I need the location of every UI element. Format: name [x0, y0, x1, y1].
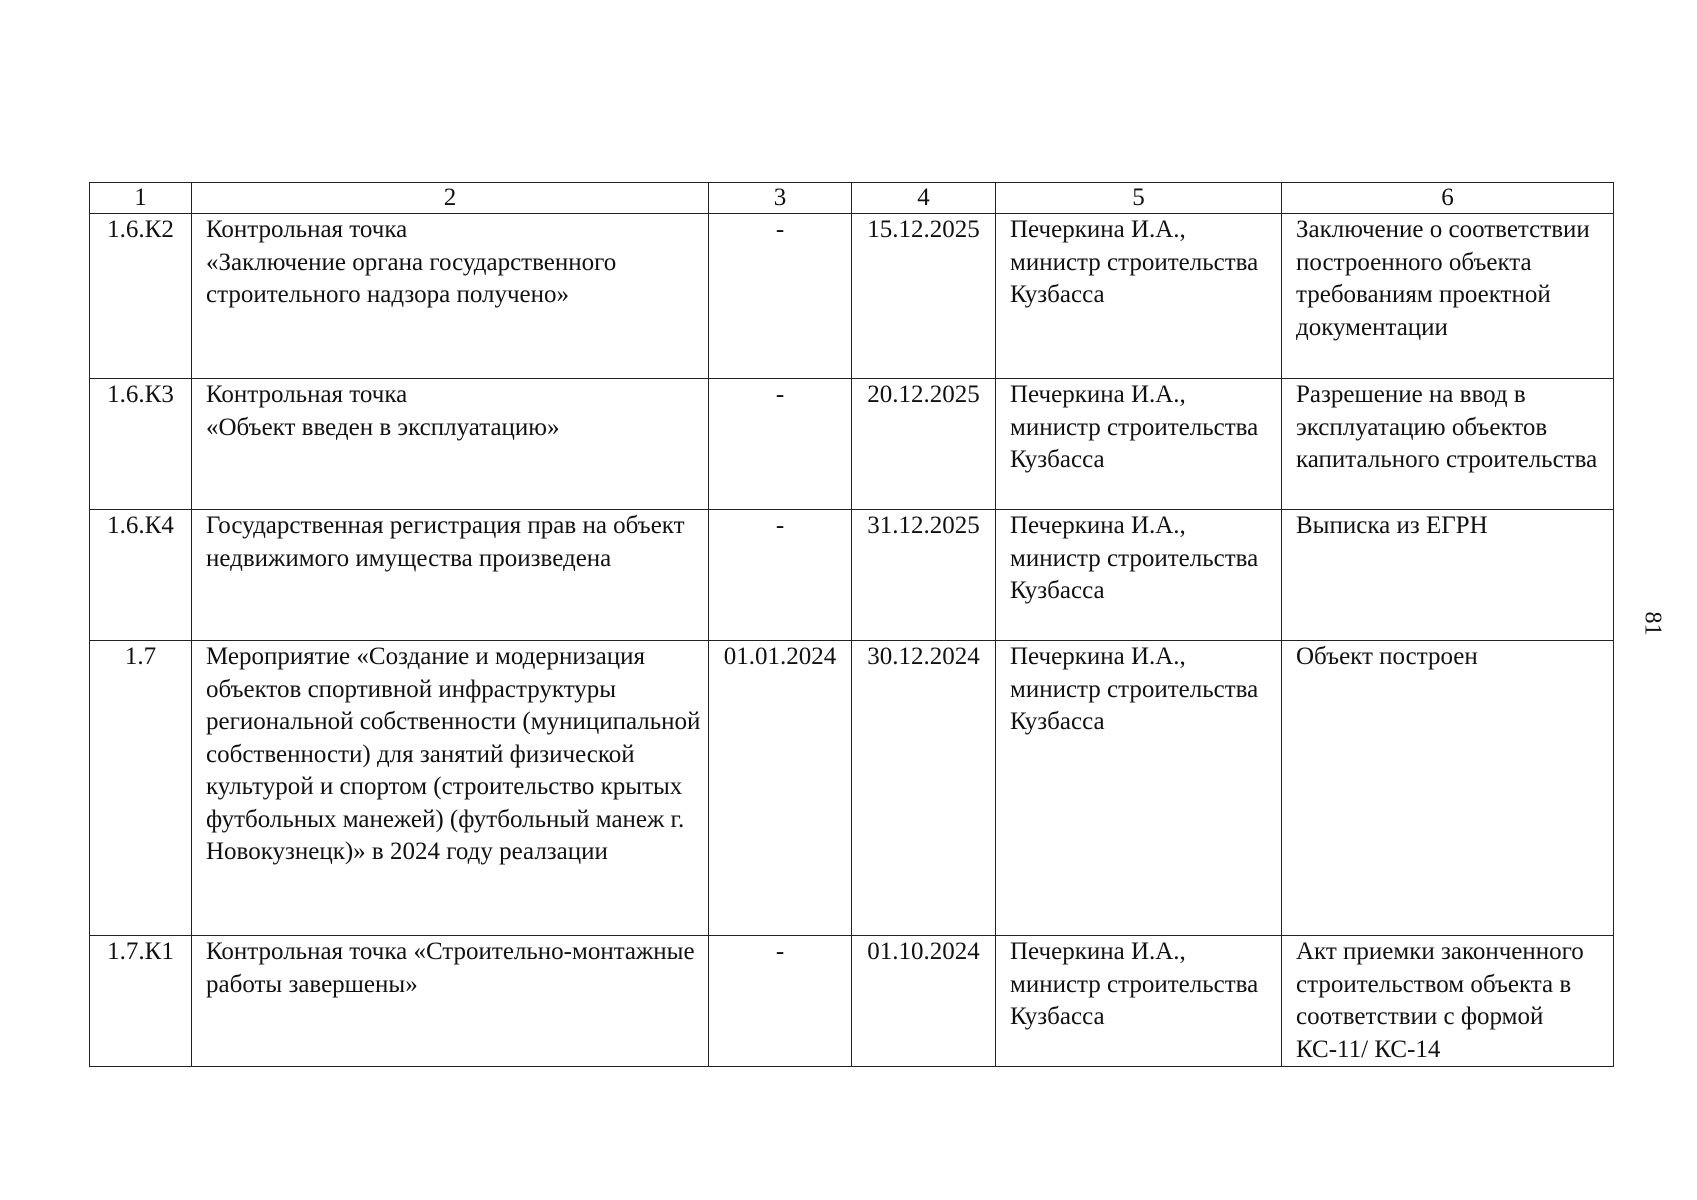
end-date-cell: 20.12.2025	[852, 379, 996, 510]
end-date-cell: 01.10.2024	[852, 936, 996, 1067]
column-number: 1	[90, 183, 192, 214]
control-points-table	[89, 182, 1614, 1067]
item-number-cell: 1.7	[90, 641, 192, 936]
table-row	[90, 936, 1614, 1067]
responsible-cell: Печеркина И.А., министр строительства Кузбасса	[996, 379, 1282, 510]
column-number: 2	[192, 183, 709, 214]
start-date-cell: -	[709, 214, 852, 379]
item-number-cell: 1.6.К4	[90, 510, 192, 641]
column-number: 4	[852, 183, 996, 214]
item-name-cell: Контрольная точка «Заключение органа государственного строительного надзора получено»	[192, 214, 709, 379]
item-name-cell: Мероприятие «Создание и модернизация объектов спортивной инфраструктуры региональной собственности (муниципальной собственности) для занятий физической культурой и спортом (строительство крытых футбольных манежей) (футбольный манеж г. Новокузнецк)» в 2024 году реалзации	[192, 641, 709, 936]
column-number: 6	[1282, 183, 1614, 214]
responsible-cell: Печеркина И.А., министр строительства Кузбасса	[996, 641, 1282, 936]
responsible-cell: Печеркина И.А., министр строительства Кузбасса	[996, 936, 1282, 1067]
item-name-cell: Государственная регистрация прав на объект недвижимого имущества произведена	[192, 510, 709, 641]
end-date-cell: 15.12.2025	[852, 214, 996, 379]
result-cell: Заключение о соответствии построенного объекта требованиям проектной документации	[1282, 214, 1614, 379]
result-cell: Объект построен	[1282, 641, 1614, 936]
start-date-cell: 01.01.2024	[709, 641, 852, 936]
item-number-cell: 1.7.К1	[90, 936, 192, 1067]
end-date-cell: 31.12.2025	[852, 510, 996, 641]
responsible-cell: Печеркина И.А., министр строительства Кузбасса	[996, 510, 1282, 641]
item-number-cell: 1.6.К3	[90, 379, 192, 510]
page-number: 81	[1639, 611, 1666, 636]
result-cell: Акт приемки законченного строительством объекта в соответствии с формой КС-11/ КС-14	[1282, 936, 1614, 1067]
responsible-cell: Печеркина И.А., министр строительства Кузбасса	[996, 214, 1282, 379]
start-date-cell: -	[709, 510, 852, 641]
table-row	[90, 379, 1614, 510]
item-name-cell: Контрольная точка «Объект введен в эксплуатацию»	[192, 379, 709, 510]
start-date-cell: -	[709, 936, 852, 1067]
table-row	[90, 641, 1614, 936]
table-row	[90, 510, 1614, 641]
table-row	[90, 214, 1614, 379]
column-number: 5	[996, 183, 1282, 214]
end-date-cell: 30.12.2024	[852, 641, 996, 936]
start-date-cell: -	[709, 379, 852, 510]
result-cell: Выписка из ЕГРН	[1282, 510, 1614, 641]
column-number: 3	[709, 183, 852, 214]
item-name-cell: Контрольная точка «Строительно-монтажные работы завершены»	[192, 936, 709, 1067]
result-cell: Разрешение на ввод в эксплуатацию объектов капитального строительства	[1282, 379, 1614, 510]
column-number-row	[90, 183, 1614, 214]
item-number-cell: 1.6.К2	[90, 214, 192, 379]
